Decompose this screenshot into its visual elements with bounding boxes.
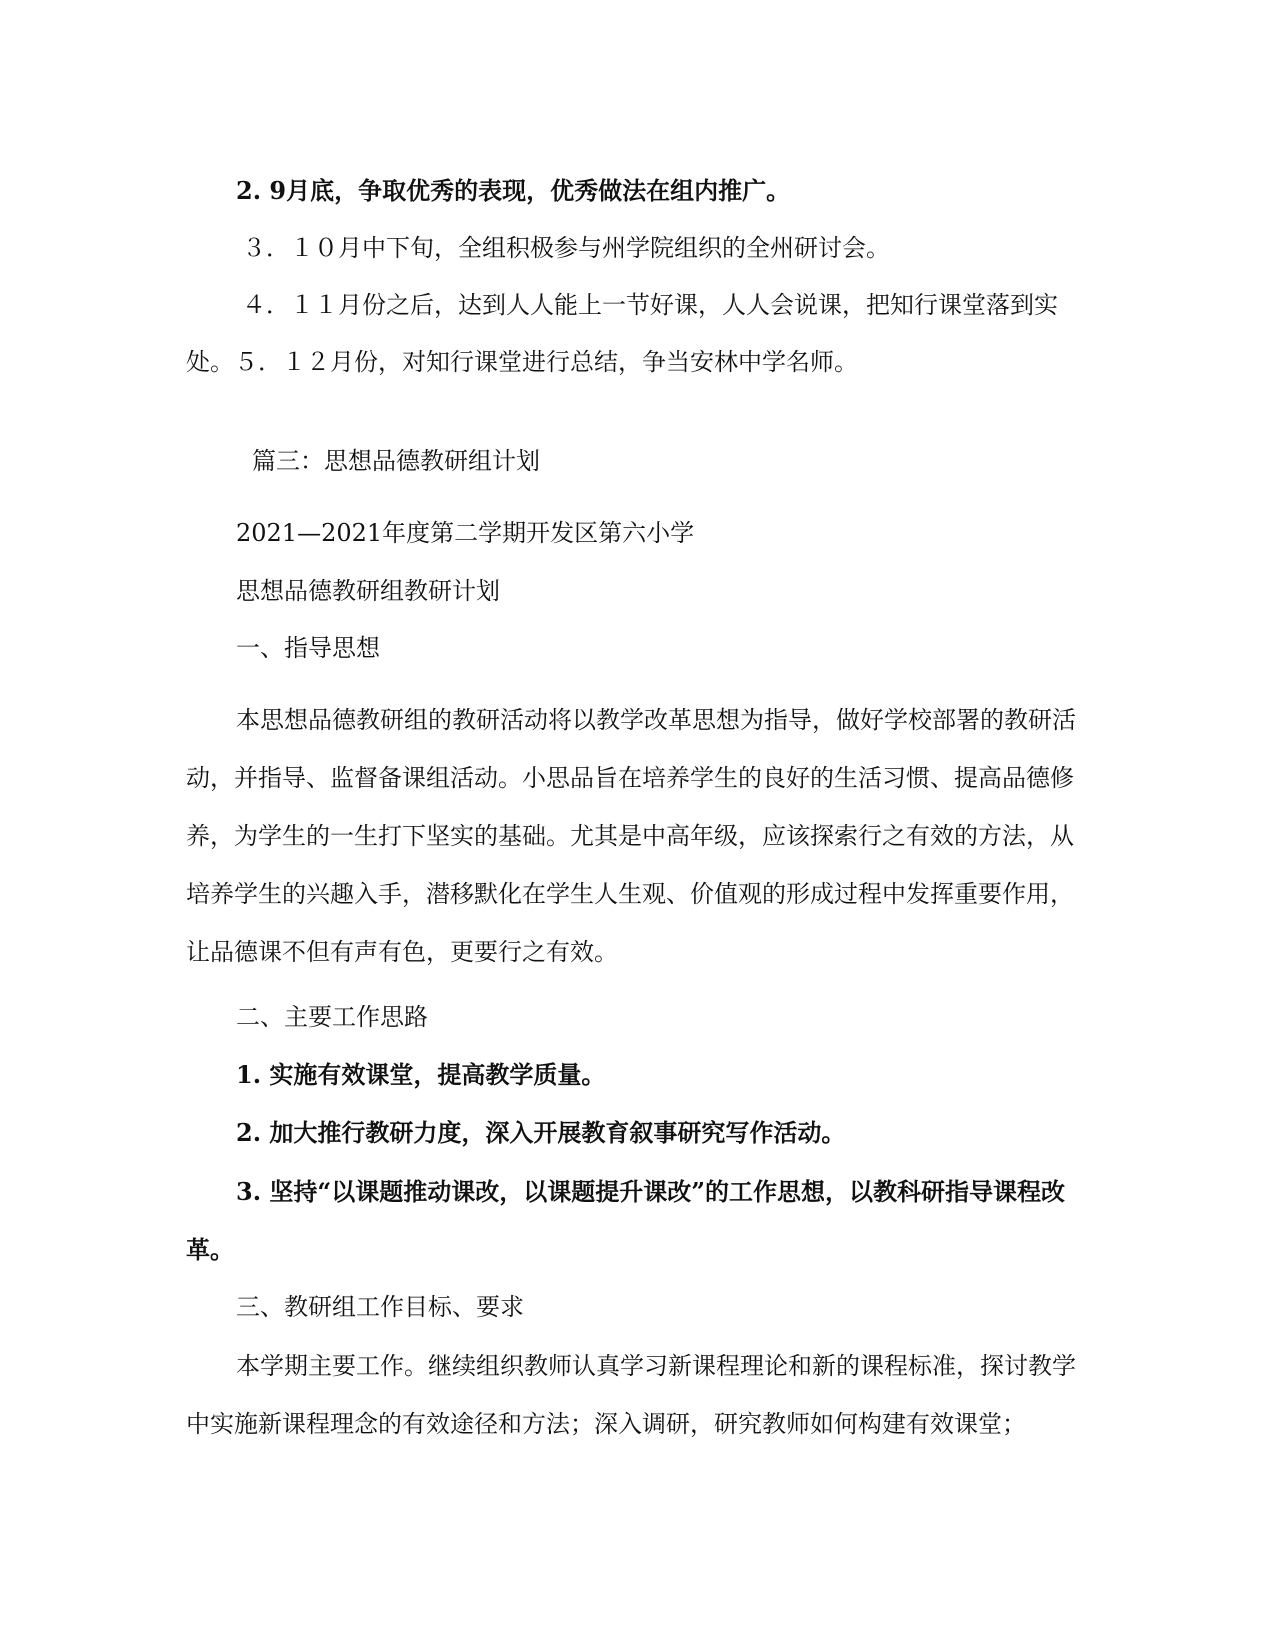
work-point-3: 3. 坚持“以课题推动课改，以课题提升课改”的工作思想，以教科研指导课程改革。 — [186, 1177, 1066, 1264]
work-point-2: 2. 加大推行教研力度，深入开展教育叙事研究写作活动。 — [236, 1118, 846, 1147]
list-item-2: 2. 9月底，争取优秀的表现，优秀做法在组内推广。 — [236, 176, 791, 205]
list-item-4-continuation: 处。５．１２月份，对知行课堂进行总结，争当安林中学名师。 — [186, 348, 858, 376]
section-heading-goals: 三、教研组工作目标、要求 — [236, 1293, 524, 1321]
subtitle-plan: 思想品德教研组教研计划 — [236, 577, 500, 605]
paragraph-guiding-thought: 本思想品德教研组的教研活动将以教学改革思想为指导，做好学校部署的教研活动，并指导、监督备课组活动。小思品旨在培养学生的良好的生活习惯、提高品德修养，为学生的一生打下坚实的基础。尤其是中高年级，应该探索行之有效的方法，从培养学生的兴趣入手，潜移默化在学生人生观、价值观的形成过程中发挥重要作用，让品德课不但有声有色，更要行之有效。 — [186, 706, 1076, 966]
paragraph-goals: 本学期主要工作。继续组织教师认真学习新课程理论和新的课程标准，探讨教学中实施新课程理念的有效途径和方法；深入调研，研究教师如何构建有效课堂； — [186, 1352, 1076, 1438]
section-heading-guiding-thought: 一、指导思想 — [236, 634, 380, 662]
list-item-3: ３．１０月中下旬，全组积极参与州学院组织的全州研讨会。 — [242, 234, 890, 262]
work-point-1: 1. 实施有效课堂，提高教学质量。 — [236, 1060, 606, 1089]
list-item-4: ４．１１月份之后，达到人人能上一节好课，人人会说课，把知行课堂落到实 — [242, 291, 1058, 319]
section-heading-work-ideas: 二、主要工作思路 — [236, 1003, 428, 1031]
subtitle-year: 2021—2021年度第二学期开发区第六小学 — [236, 519, 695, 547]
chapter-title: 篇三：思想品德教研组计划 — [252, 447, 540, 475]
